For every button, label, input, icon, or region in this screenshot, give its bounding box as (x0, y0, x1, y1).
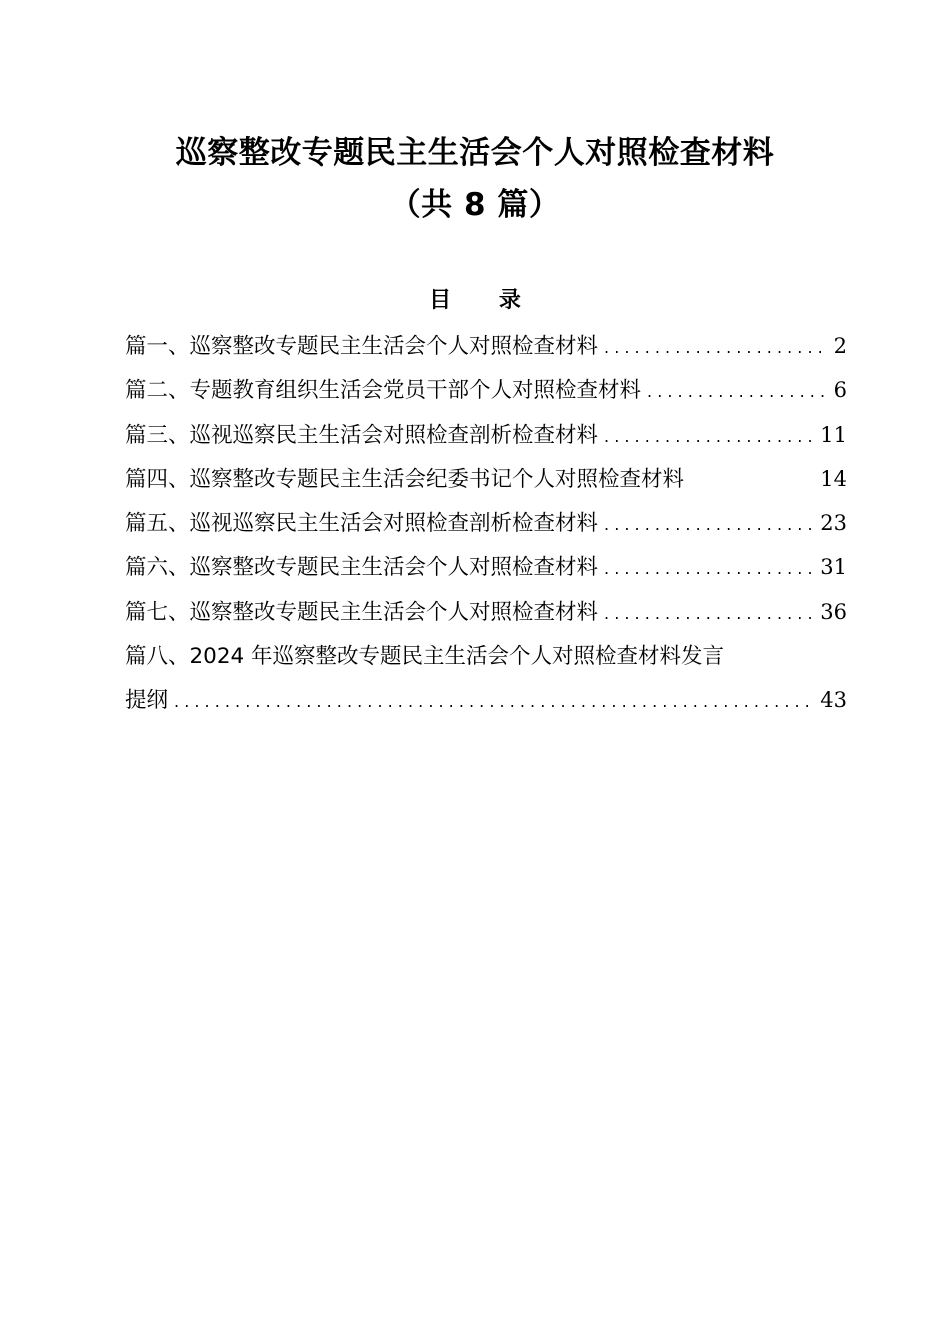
toc-entry-label: 篇六、巡察整改专题民主生活会个人对照检查材料 (125, 555, 599, 581)
toc-entry-label: 提纲 (125, 688, 169, 714)
toc-entry-label: 篇四、巡察整改专题民主生活会纪委书记个人对照检查材料 (125, 466, 685, 492)
toc-page-number: 11 (820, 422, 847, 447)
toc-entry-7[interactable] (125, 599, 847, 646)
toc-page-number: 6 (833, 378, 847, 403)
toc-entry-4[interactable] (125, 466, 847, 513)
toc-leader-dots (604, 429, 814, 445)
toc-page-number: 36 (820, 599, 847, 624)
toc-entry-label: 篇一、巡察整改专题民主生活会个人对照检查材料 (125, 334, 599, 359)
toc-leader-dots (604, 606, 814, 622)
toc-entry-2[interactable] (125, 380, 847, 424)
toc-page-number: 23 (820, 511, 847, 536)
toc-leader-dots (604, 517, 814, 533)
toc-page-number: 14 (820, 466, 847, 491)
toc-entry-5[interactable] (125, 513, 847, 557)
toc-page-number: 43 (820, 688, 847, 713)
toc-page-number: 31 (820, 555, 847, 580)
toc-leader-dots (604, 340, 828, 356)
toc-leader-dots (604, 561, 814, 577)
toc-leader-dots (174, 694, 814, 710)
toc-entry-label: 篇七、巡察整改专题民主生活会个人对照检查材料 (125, 599, 599, 625)
document-subtitle: （共 8 篇） (389, 187, 561, 223)
toc-entry-label: 篇五、巡视巡察民主生活会对照检查剖析检查材料 (125, 511, 599, 537)
toc-page-number: 2 (833, 334, 847, 358)
toc-entry-label: 篇八、2024 年巡察整改专题民主生活会个人对照检查材料发言 (125, 644, 725, 670)
toc-heading: 目 录 (429, 288, 541, 313)
toc-leader-dots (647, 384, 828, 400)
toc-entry-8[interactable] (125, 646, 847, 690)
table-of-contents (125, 336, 847, 735)
document-title: 巡察整改专题民主生活会个人对照检查材料 (175, 135, 775, 171)
toc-entry-label: 篇二、专题教育组织生活会党员干部个人对照检查材料 (125, 378, 642, 404)
toc-entry-1[interactable] (125, 336, 847, 380)
toc-entry-8-continued[interactable] (125, 690, 847, 734)
toc-entry-3[interactable] (125, 422, 847, 469)
toc-entry-label: 篇三、巡视巡察民主生活会对照检查剖析检查材料 (125, 422, 599, 448)
toc-entry-6[interactable] (125, 557, 847, 601)
